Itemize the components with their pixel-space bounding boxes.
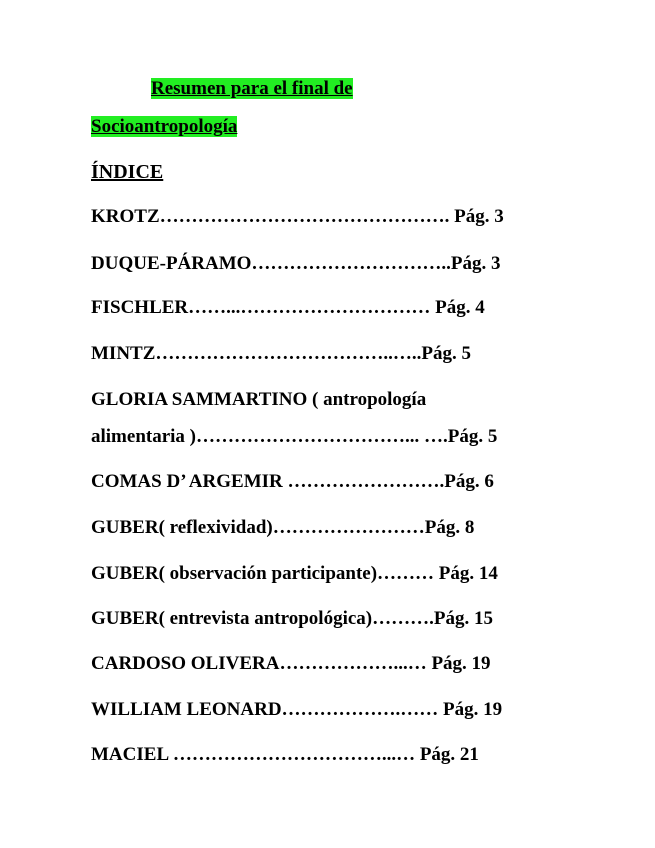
index-entry-duque-paramo: DUQUE-PÁRAMO…………………………..Pág. 3 xyxy=(91,253,501,274)
index-entry-comas-dargemir: COMAS D’ ARGEMIR …………………….Pág. 6 xyxy=(91,471,494,492)
index-entry-krotz: KROTZ………………………………………. Pág. 3 xyxy=(91,206,504,227)
document-title-line-1 xyxy=(151,78,353,100)
title-highlight-1: Resumen para el final de xyxy=(151,78,353,99)
index-entry-william-leonard: WILLIAM LEONARD……………….…… Pág. 19 xyxy=(91,699,503,720)
index-entry-guber-observacion: GUBER( observación participante)……… Pág. 14 xyxy=(91,563,498,584)
title-highlight-2: Socioantropología xyxy=(91,116,238,137)
index-entry-fischler: FISCHLER……...………………………… Pág. 4 xyxy=(91,297,485,318)
index-entry-guber-entrevista: GUBER( entrevista antropológica)……….Pág. 15 xyxy=(91,608,493,629)
index-entry-mintz: MINTZ………………………………..…..Pág. 5 xyxy=(91,343,471,364)
index-heading: ÍNDICE xyxy=(91,161,164,183)
document-title-line-2 xyxy=(91,116,237,138)
index-entry-cardoso-olivera: CARDOSO OLIVERA………………...… Pág. 19 xyxy=(91,653,491,674)
index-entry-maciel: MACIEL ……………………………...… Pág. 21 xyxy=(91,744,479,765)
index-entry-sammartino-line1: GLORIA SAMMARTINO ( antropología xyxy=(91,389,427,410)
index-entry-sammartino-line2: alimentaria )……………………………... ….Pág. 5 xyxy=(91,426,498,447)
index-entry-guber-reflexividad: GUBER( reflexividad)……………………Pág. 8 xyxy=(91,517,475,538)
